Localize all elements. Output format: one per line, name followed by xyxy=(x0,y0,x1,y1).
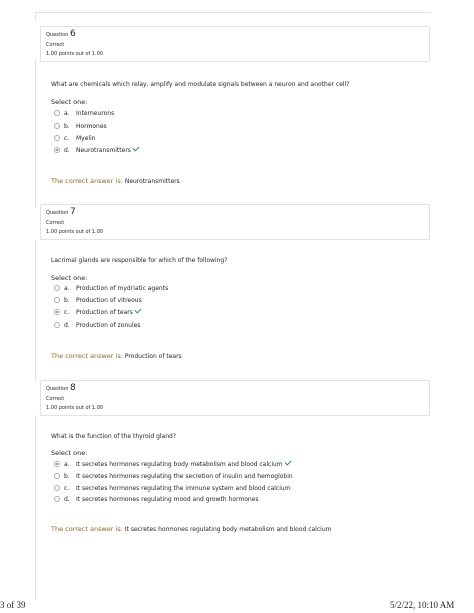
radio-icon[interactable] xyxy=(54,297,60,303)
radio-icon[interactable] xyxy=(54,147,60,153)
correct-answer: The correct answer is: It secretes hormones regulating body metabolism and blood calcium xyxy=(51,525,332,533)
check-icon xyxy=(134,306,141,313)
select-one-label: Select one: xyxy=(51,98,88,106)
question-grade: 1.00 points out of 1.00 xyxy=(46,51,103,57)
check-icon xyxy=(132,144,139,151)
left-divider xyxy=(35,60,36,207)
answer-option[interactable]: d. Production of zonules xyxy=(54,321,140,331)
radio-icon[interactable] xyxy=(54,110,60,116)
question-number: Question 8 xyxy=(46,383,76,393)
answer-option[interactable]: b. Production of vitreous xyxy=(54,296,142,306)
answer-option[interactable]: c. Myelin xyxy=(54,134,96,144)
answer-option[interactable]: b. It secretes hormones regulating the secretion of insulin and hemoglobin xyxy=(54,472,293,482)
question-grade: 1.00 points out of 1.00 xyxy=(46,229,103,235)
question-number: Question 7 xyxy=(46,207,76,217)
check-icon xyxy=(284,458,291,465)
select-one-label: Select one: xyxy=(51,449,88,457)
select-one-label: Select one: xyxy=(51,274,88,282)
answer-option-selected[interactable]: c. Production of tears xyxy=(54,308,140,318)
answer-option-selected[interactable]: a. It secretes hormones regulating body metabolism and blood calcium xyxy=(54,460,290,470)
radio-icon[interactable] xyxy=(54,309,60,315)
question-info-7 xyxy=(40,204,430,240)
left-divider xyxy=(35,240,36,381)
question-state: Correct xyxy=(46,42,65,48)
answer-option[interactable]: a. Production of mydriatic agents xyxy=(54,284,168,294)
radio-icon[interactable] xyxy=(54,473,60,479)
question-number: Question 6 xyxy=(46,29,76,39)
correct-answer: The correct answer is: Neurotransmitters xyxy=(51,177,180,185)
print-timestamp: 5/2/22, 10:10 AM xyxy=(390,600,455,610)
answer-option-selected[interactable]: d. Neurotransmitters xyxy=(54,146,138,156)
question-text: Lacrimal glands are responsible for which of the following? xyxy=(51,257,228,264)
radio-icon[interactable] xyxy=(54,461,60,467)
question-state: Correct xyxy=(46,396,65,402)
answer-option[interactable]: d. It secretes hormones regulating mood and growth hormones xyxy=(54,495,259,505)
radio-icon[interactable] xyxy=(54,322,60,328)
page-number: 3 of 39 xyxy=(0,600,26,610)
page-top-divider xyxy=(35,12,431,13)
answer-option[interactable]: b. Hormones xyxy=(54,122,107,132)
left-divider xyxy=(35,12,36,20)
left-divider xyxy=(35,415,36,600)
question-info-8 xyxy=(40,380,430,416)
answer-option[interactable]: c. It secretes hormones regulating the immune system and blood calcium xyxy=(54,484,291,494)
correct-answer: The correct answer is: Production of tears xyxy=(51,352,182,360)
question-text: What is the function of the thyroid gland? xyxy=(51,433,177,440)
answer-option[interactable]: a. Interneurons xyxy=(54,109,114,119)
radio-icon[interactable] xyxy=(54,285,60,291)
question-text: What are chemicals which relay, amplify and modulate signals between a neuron and another cell? xyxy=(51,81,350,88)
radio-icon[interactable] xyxy=(54,135,60,141)
radio-icon[interactable] xyxy=(54,123,60,129)
question-info-6 xyxy=(40,26,430,62)
radio-icon[interactable] xyxy=(54,485,60,491)
question-grade: 1.00 points out of 1.00 xyxy=(46,405,103,411)
question-state: Correct xyxy=(46,220,65,226)
radio-icon[interactable] xyxy=(54,496,60,502)
